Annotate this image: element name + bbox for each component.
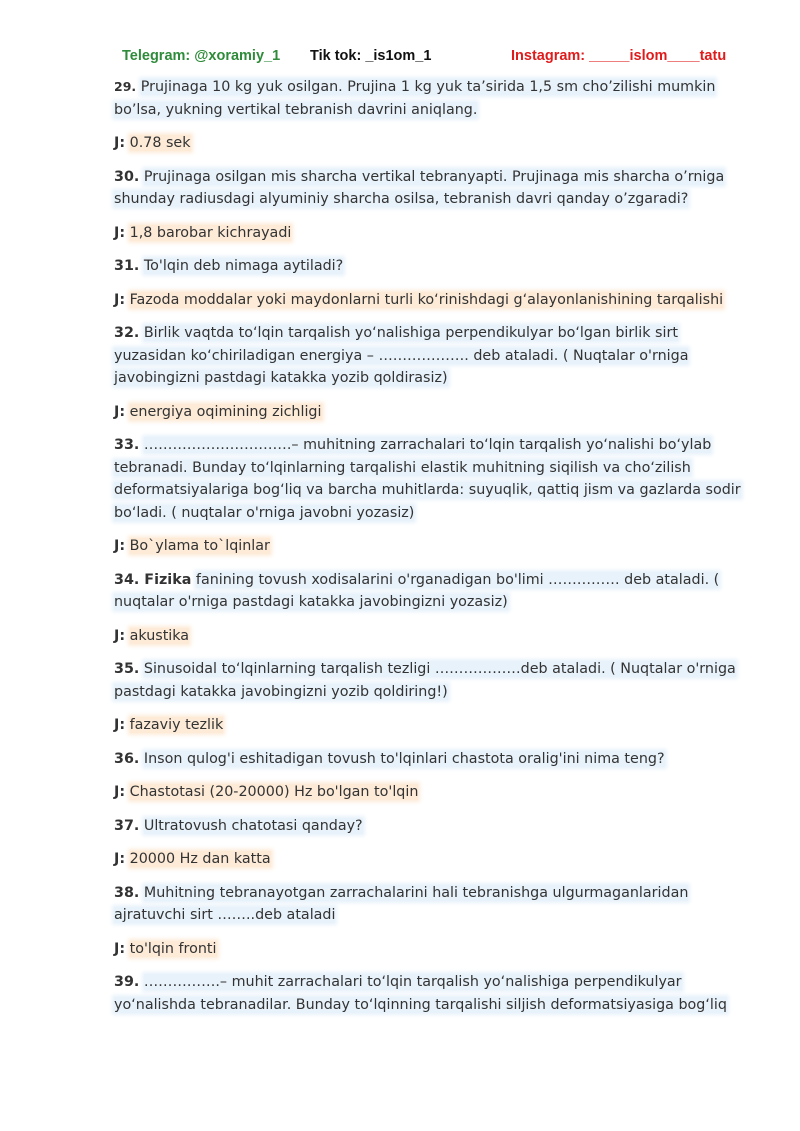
answer-label: J: — [114, 627, 126, 644]
answer-label: J: — [114, 717, 126, 733]
answer-text: Fazoda moddalar yoki maydonlarni turli ko‘rinishdagi g‘alayonlanishining tarqalishi — [129, 291, 724, 308]
tiktok-handle: Tik tok: _is1om_1 — [310, 48, 432, 64]
question-29 — [114, 76, 754, 121]
question-34 — [114, 569, 754, 614]
answer-35 — [114, 714, 754, 737]
answer-37 — [114, 848, 754, 871]
answer-text: akustika — [129, 627, 190, 644]
question-text: fanining tovush xodisalarini o'rganadigan bo'limi …………… deb ataladi. ( nuqtalar o'rniga pastdagi katakka javobingizni yozasiz) — [114, 571, 720, 610]
question-number: 39. — [114, 974, 140, 990]
answer-text: Chastotasi (20-20000) Hz bo'lgan to'lqin — [129, 784, 419, 800]
question-text: ………………………….– muhitning zarrachalari to‘lqin tarqalish yo‘nalishi bo‘ylab tebranadi. Bunday to‘lqinlarning tarqalishi elastik muhitning siqilish va cho‘zilish deformatsiyalariga bog‘liq va barcha muhitlarda: suyuqlik, qattiq jism va gazlarda sodir bo‘ladi. ( nuqtalar o'rniga javobni yozasiz) — [114, 437, 741, 521]
answer-33 — [114, 535, 754, 558]
answer-label: J: — [114, 224, 126, 241]
question-text: To'lqin deb nimaga aytiladi? — [143, 258, 344, 274]
answer-32 — [114, 401, 754, 424]
answer-31 — [114, 289, 754, 312]
instagram-handle: Instagram: _____islom____tatu — [511, 48, 727, 64]
question-36 — [114, 748, 754, 771]
question-32 — [114, 322, 754, 390]
question-text: Inson qulog'i eshitadigan tovush to'lqinlari chastota oralig'ini nima teng? — [143, 750, 665, 767]
telegram-handle: Telegram: @xoramiy_1 — [122, 48, 281, 64]
question-text: Prujinaga osilgan mis sharcha vertikal tebranyapti. Prujinaga mis sharcha o’rniga shunday radiusdagi alyuminiy sharcha osilsa, tebranish davri qanday o’zgaradi? — [114, 168, 725, 207]
question-37 — [114, 815, 754, 838]
question-text: Muhitning tebranayotgan zarrachalarini hali tebranishga ulgurmaganlaridan ajratuvchi sirt ……..deb ataladi — [114, 884, 689, 923]
answer-30 — [114, 222, 754, 245]
question-number: 38. — [114, 884, 140, 901]
question-number: 31. — [114, 258, 140, 274]
question-38 — [114, 882, 754, 927]
answer-text: energiya oqimining zichligi — [129, 403, 322, 420]
answer-text: 0.78 sek — [129, 135, 191, 151]
question-30 — [114, 166, 754, 211]
question-number: 36. — [114, 750, 140, 767]
question-text: Sinusoidal to‘lqinlarning tarqalish tezligi ………………deb ataladi. ( Nuqtalar o'rniga pastdagi katakka javobingizni yozib qoldiring!) — [114, 661, 736, 700]
question-text: Ultratovush chatotasi qanday? — [143, 817, 363, 834]
question-number: 34. Fizika — [114, 571, 192, 588]
question-33 — [114, 434, 754, 524]
answer-label: J: — [114, 538, 126, 554]
question-39 — [114, 971, 754, 1016]
answer-text: 20000 Hz dan katta — [129, 851, 271, 867]
question-number: 29. — [114, 79, 137, 94]
answer-text: to'lqin fronti — [129, 940, 217, 957]
answer-text: fazaviy tezlik — [129, 717, 224, 733]
answer-38 — [114, 938, 754, 961]
answer-text: 1,8 barobar kichrayadi — [129, 224, 292, 241]
question-number: 35. — [114, 661, 140, 677]
answer-label: J: — [114, 851, 126, 867]
question-number: 33. — [114, 437, 140, 453]
answer-text: Bo`ylama to`lqinlar — [129, 538, 270, 554]
question-text: …………….– muhit zarrachalari to‘lqin tarqalish yo‘nalishiga perpendikulyar yo‘nalishda tebranadilar. Bunday to‘lqinning tarqalishi siljish deformatsiyasiga bog‘liq — [114, 974, 727, 1013]
question-number: 37. — [114, 817, 140, 834]
page-header — [0, 48, 800, 68]
question-text: Prujinaga 10 kg yuk osilgan. Prujina 1 kg yuk ta’sirida 1,5 sm cho’zilishi mumkin bo’lsa, yukning vertikal tebranish davrini aniqlang. — [114, 79, 716, 118]
qa-list — [114, 76, 754, 1027]
question-number: 32. — [114, 325, 140, 341]
answer-label: J: — [114, 135, 126, 151]
answer-label: J: — [114, 403, 126, 420]
question-35 — [114, 658, 754, 703]
question-31 — [114, 255, 754, 278]
answer-34 — [114, 625, 754, 648]
answer-label: J: — [114, 940, 126, 957]
question-text: Birlik vaqtda to‘lqin tarqalish yo‘nalishiga perpendikulyar bo‘lgan birlik sirt yuzasidan ko‘chiriladigan energiya – ………………. deb ataladi. ( Nuqtalar o'rniga javobingizni pastdagi katakka yozib qoldirasiz) — [114, 325, 689, 386]
answer-label: J: — [114, 291, 126, 308]
answer-29 — [114, 132, 754, 155]
question-number: 30. — [114, 168, 140, 185]
answer-36 — [114, 781, 754, 804]
answer-label: J: — [114, 784, 126, 800]
